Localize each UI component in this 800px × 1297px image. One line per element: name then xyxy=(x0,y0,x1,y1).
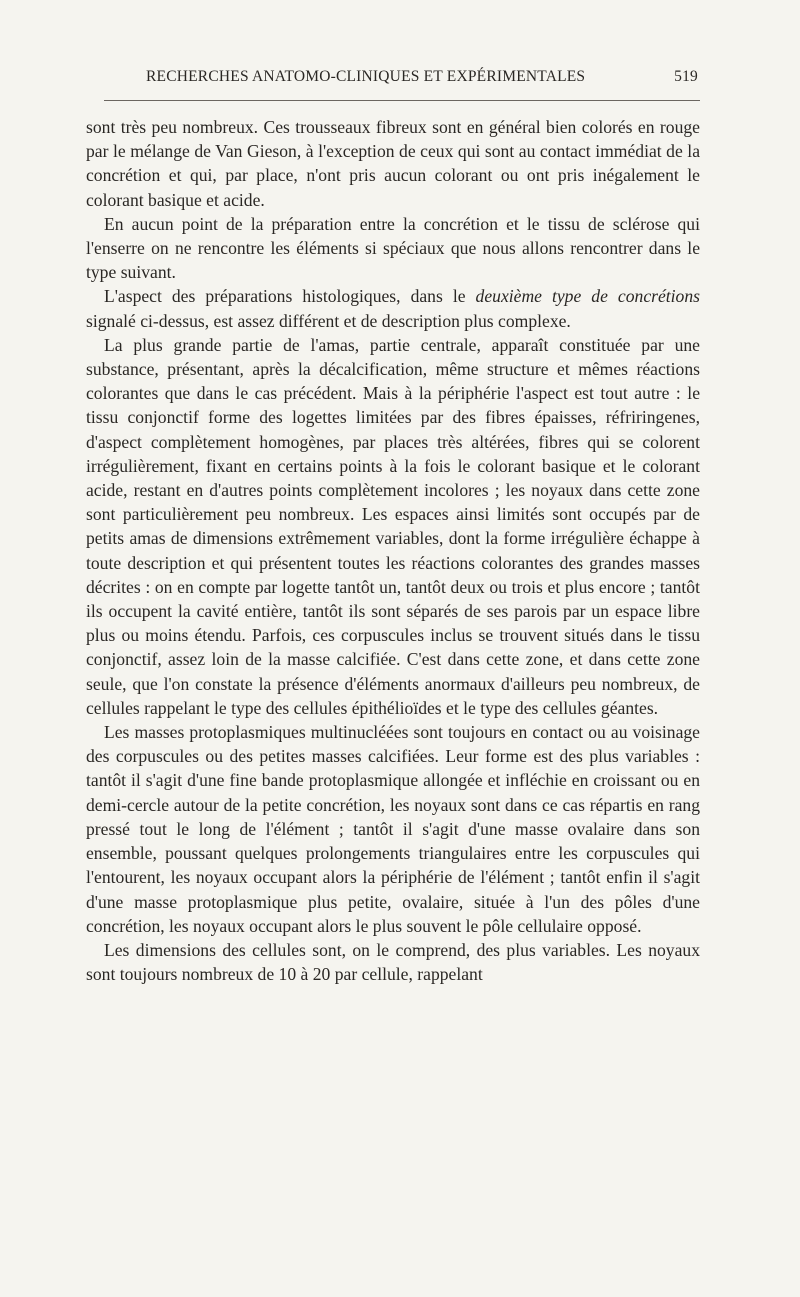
body-text xyxy=(86,115,700,986)
header-rule xyxy=(104,100,700,101)
paragraph-3-italic: deuxième type de concrétions xyxy=(475,286,700,307)
paragraph-3 xyxy=(86,284,700,332)
paragraph-6: Les dimensions des cellules sont, on le comprend, des plus variables. Les noyaux sont toujours nombreux de 10 à 20 par cellule, rappelant xyxy=(86,939,700,985)
running-title: RECHERCHES ANATOMO-CLINIQUES ET EXPÉRIMENTALES xyxy=(146,68,586,85)
paragraph-3-tail: signalé ci-dessus, est assez différent et de description plus complexe. xyxy=(86,310,571,331)
running-header xyxy=(86,64,700,94)
paragraph-1: sont très peu nombreux. Ces trousseaux fibreux sont en général bien colorés en rouge par le mélange de Van Gieson, à l'exception de ceux qui sont au contact immédiat de la concrétion et qui, par place, n'ont pris aucun colorant ou ont pris inégalement le colorant basique et acide. xyxy=(86,117,700,210)
document-page xyxy=(86,64,700,986)
paragraph-5: Les masses protoplasmiques multinucléées sont toujours en contact ou au voisinage des corpuscules ou des petites masses calcifiées. Leur forme est des plus variables : tantôt il s'agit d'une fine bande protoplasmique allongée et infléchie en croissant ou en demi-cercle autour de la petite concrétion, les noyaux sont dans ce cas répartis en rang pressé tout le long de l'élément ; tantôt il s'agit d'une masse ovalaire dans son ensemble, poussant quelques prolongements triangulaires entre les corpuscules qui l'entourent, les noyaux occupant alors la périphérie de l'élément ; tantôt enfin il s'agit d'une masse protoplasmique plus petite, ovalaire, située à l'un des pôles d'une concrétion, les noyaux occupant alors le plus souvent le pôle cellulaire opposé. xyxy=(86,722,700,936)
paragraph-4: La plus grande partie de l'amas, partie centrale, apparaît constituée par une substance, présentant, après la décalcification, même structure et mêmes réactions colorantes que dans le cas précédent. Mais à la périphérie l'aspect est tout autre : le tissu conjonctif forme des logettes limitées par des fibres épaisses, réfriringenes, d'aspect complètement homogènes, par places très altérées, fibres qui se colorent irrégulièrement, fixant en certains points à la fois le colorant basique et le colorant acide, restant en d'autres points complètement incolores ; les noyaux dans cette zone sont particulièrement peu nombreux. Les espaces ainsi limités sont occupés par de petits amas de dimensions extrêmement variables, dont la forme irrégulière échappe à toute description et qui présentent toutes les réactions colorantes des grandes masses décrites : on en compte par logette tantôt un, tantôt deux ou trois et plus encore ; tantôt ils occupent la cavité entière, tantôt ils sont séparés de ses parois par un espace libre plus ou moins étendu. Parfois, ces corpuscules inclus se trouvent situés dans le tissu conjonctif, assez loin de la masse calcifiée. C'est dans cette zone, et dans cette zone seule, que l'on constate la présence d'éléments anormaux d'ailleurs peu nombreux, de cellules rappelant le type des cellules épithélioïdes et le type des cellules géantes. xyxy=(86,334,700,718)
paragraph-3-lead: L'aspect des préparations histologiques, dans le xyxy=(104,286,476,307)
page-number: 519 xyxy=(674,68,698,85)
paragraph-2: En aucun point de la préparation entre la concrétion et le tissu de sclérose qui l'enserre on ne rencontre les éléments si spéciaux que nous allons rencontrer dans le type suivant. xyxy=(86,213,700,283)
